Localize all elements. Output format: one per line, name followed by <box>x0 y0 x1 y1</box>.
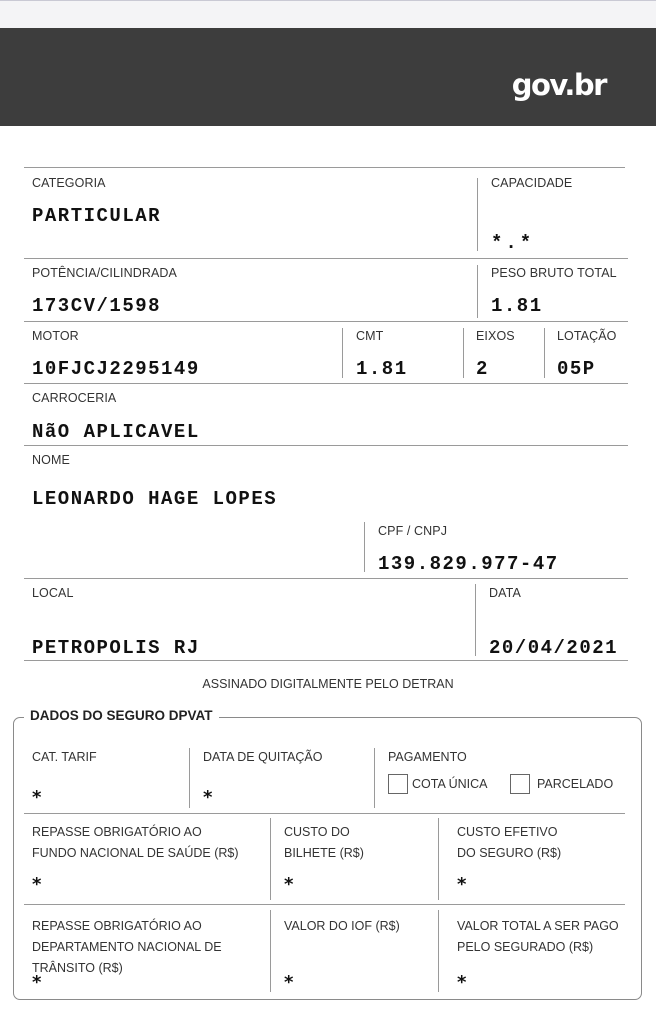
valor-total-label: VALOR TOTAL A SER PAGO PELO SEGURADO (R$) <box>457 919 619 954</box>
cmt-label: CMT <box>356 329 384 343</box>
cmt-value: 1.81 <box>356 358 408 380</box>
local-label: LOCAL <box>32 586 74 600</box>
divider <box>24 167 625 168</box>
divider <box>463 328 464 378</box>
divider <box>189 748 190 808</box>
valor-total-value: * <box>457 972 467 993</box>
peso-label: PESO BRUTO TOTAL <box>491 266 617 280</box>
categoria-value: PARTICULAR <box>32 205 162 227</box>
repasse-saude-label: REPASSE OBRIGATÓRIO AO FUNDO NACIONAL DE SAÚDE (R$) <box>32 825 239 860</box>
top-strip <box>0 0 656 28</box>
custo-bilhete-label: CUSTO DO BILHETE (R$) <box>284 825 364 860</box>
categoria-label: CATEGORIA <box>32 176 106 190</box>
cat-tarif-label: CAT. TARIF <box>32 750 97 764</box>
data-quitacao-value: * <box>203 787 213 808</box>
divider <box>477 265 478 318</box>
divider <box>438 910 439 992</box>
eixos-label: EIXOS <box>476 329 515 343</box>
divider <box>374 748 375 808</box>
data-value: 20/04/2021 <box>489 637 619 659</box>
dpvat-title: DADOS DO SEGURO DPVAT <box>24 708 219 723</box>
peso-value: 1.81 <box>491 295 543 317</box>
divider <box>438 818 439 900</box>
lotacao-label: LOTAÇÃO <box>557 329 617 343</box>
lotacao-value: 05P <box>557 358 596 380</box>
nome-value: LEONARDO HAGE LOPES <box>32 488 278 510</box>
parcelado-checkbox[interactable] <box>510 774 530 794</box>
nome-label: NOME <box>32 453 70 467</box>
repasse-transito-value: * <box>32 972 42 993</box>
govbr-logo: gov.br <box>511 68 606 102</box>
carroceria-value: NãO APLICAVEL <box>32 421 200 443</box>
motor-label: MOTOR <box>32 329 79 343</box>
data-label: DATA <box>489 586 521 600</box>
divider <box>24 445 628 446</box>
eixos-value: 2 <box>476 358 489 380</box>
capacidade-value: *.* <box>491 232 535 254</box>
valor-iof-value: * <box>284 972 294 993</box>
divider <box>342 328 343 378</box>
custo-efetivo-label: CUSTO EFETIVO DO SEGURO (R$) <box>457 825 562 860</box>
data-quitacao-label: DATA DE QUITAÇÃO <box>203 750 323 764</box>
header-bar <box>0 28 656 126</box>
capacidade-label: CAPACIDADE <box>491 176 573 190</box>
divider <box>24 258 628 259</box>
local-value: PETROPOLIS RJ <box>32 637 200 659</box>
divider <box>270 910 271 992</box>
divider <box>24 813 625 814</box>
divider <box>24 904 625 905</box>
carroceria-label: CARROCERIA <box>32 391 117 405</box>
cota-unica-label: COTA ÚNICA <box>412 777 488 791</box>
motor-value: 10FJCJ2295149 <box>32 358 200 380</box>
signature-note: ASSINADO DIGITALMENTE PELO DETRAN <box>202 677 454 691</box>
pagamento-label: PAGAMENTO <box>388 750 467 764</box>
divider <box>475 584 476 656</box>
cpf-value: 139.829.977-47 <box>378 553 559 575</box>
divider <box>477 178 478 251</box>
divider <box>24 383 628 384</box>
custo-bilhete-value: * <box>284 874 294 895</box>
potencia-label: POTÊNCIA/CILINDRADA <box>32 266 177 280</box>
divider <box>24 321 628 322</box>
divider <box>24 660 628 661</box>
cota-unica-checkbox[interactable] <box>388 774 408 794</box>
potencia-value: 173CV/1598 <box>32 295 162 317</box>
valor-iof-label: VALOR DO IOF (R$) <box>284 919 400 933</box>
divider <box>544 328 545 378</box>
divider <box>24 578 628 579</box>
custo-efetivo-value: * <box>457 874 467 895</box>
cat-tarif-value: * <box>32 787 42 808</box>
divider <box>270 818 271 900</box>
repasse-saude-value: * <box>32 874 42 895</box>
cpf-label: CPF / CNPJ <box>378 524 448 538</box>
repasse-transito-label: REPASSE OBRIGATÓRIO AO DEPARTAMENTO NACIONAL DE TRÂNSITO (R$) <box>32 919 222 975</box>
divider <box>364 522 365 572</box>
parcelado-label: PARCELADO <box>537 777 614 791</box>
